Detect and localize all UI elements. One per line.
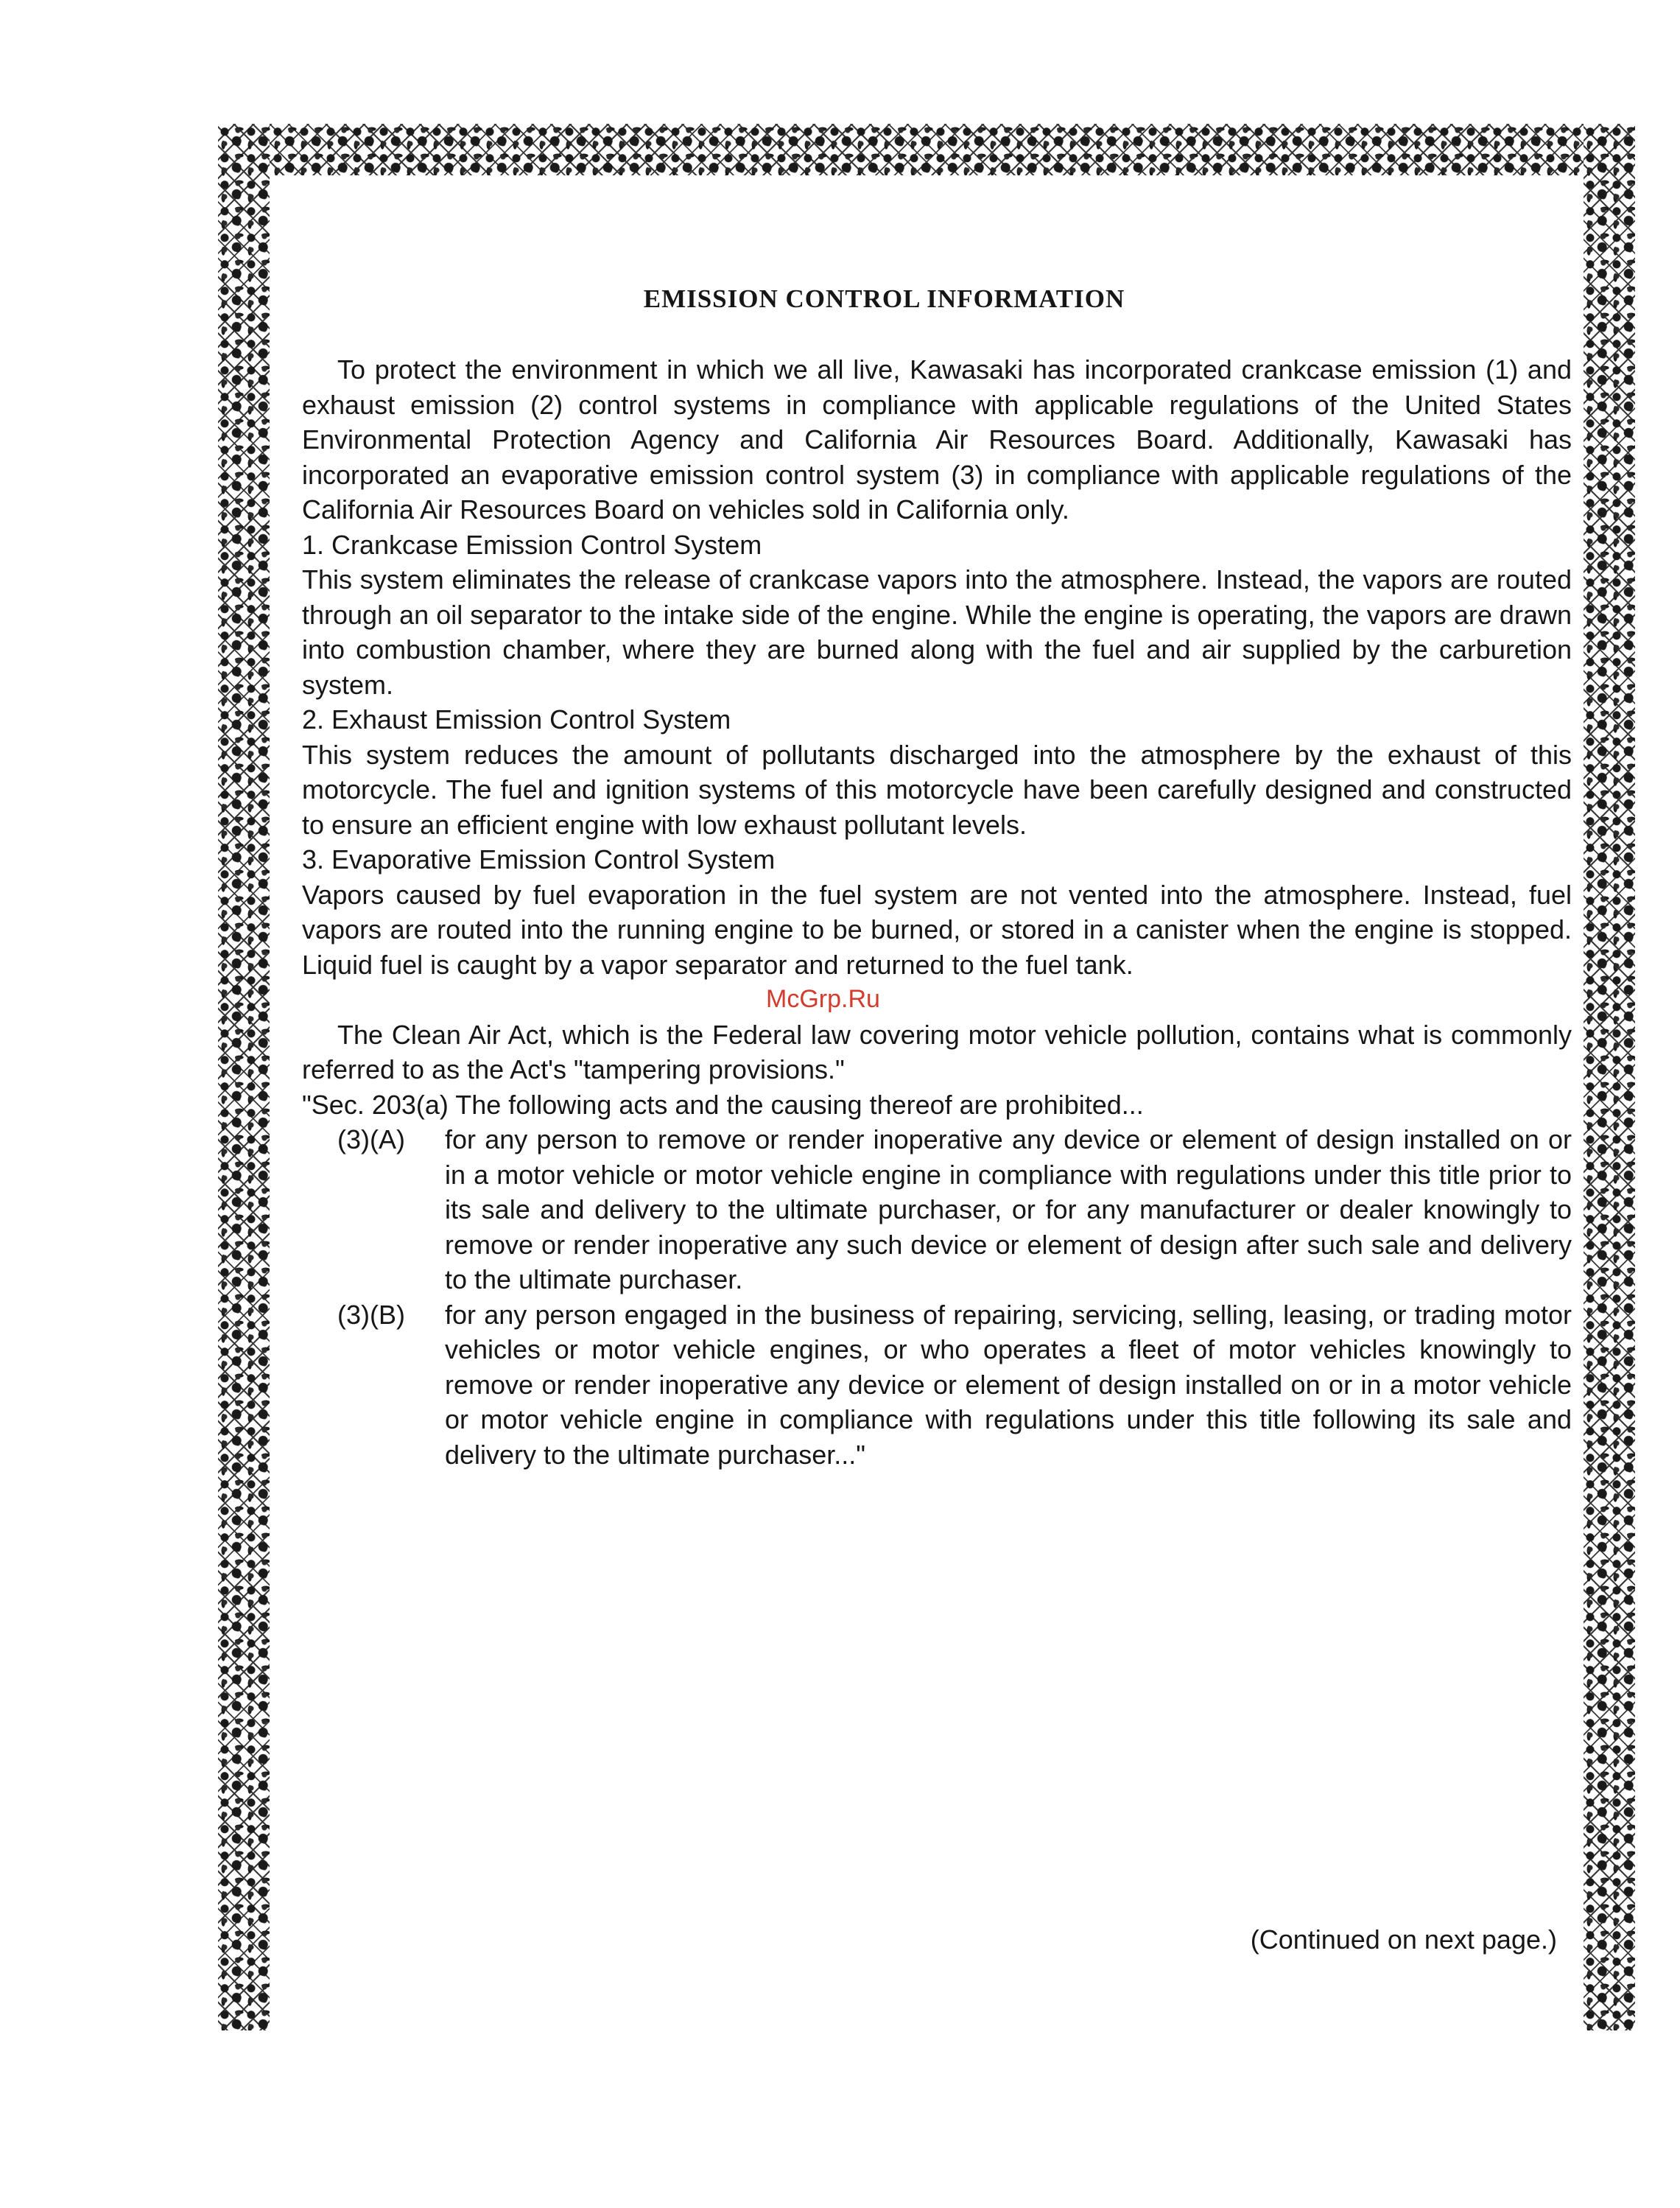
page-title: EMISSION CONTROL INFORMATION [643,284,1125,313]
item-body-evaporative: Vapors caused by fuel evaporation in the fuel system are not vented into the atmosphere. Instead, fuel vapors are routed into the running engine to be burned, or stored in a canister when the engine is stopped. Liquid fuel is caught by a vapor separator and returned to the fuel tank. [302,879,1572,980]
continued-note: (Continued on next page.) [1250,1924,1557,1955]
document-body [302,352,1572,1472]
item-heading-crankcase: 1. Crankcase Emission Control System [302,529,762,560]
intro-paragraph: To protect the environment in which we all live, Kawasaki has incorporated crankcase emission (1) and exhaust emission (2) control systems in compliance with applicable regulations of the United States Environmental Protection Agency and California Air Resources Board. Additionally, Kawasaki has incorporated an evaporative emission control system (3) in compliance with applicable regulations of the California Air Resources Board on vehicles sold in California only. [302,354,1572,525]
item-heading-evaporative: 3. Evaporative Emission Control System [302,844,776,875]
provision-label: (3)(B) [337,1299,405,1330]
decorative-border-right [1584,124,1635,2030]
provision-text: for any person engaged in the business of repairing, servicing, selling, leasing, or trading motor vehicles or motor vehicle engines, or who operates a fleet of motor vehicles knowingly to remove or render inoperative any device or element of design installed on or in a motor vehicle or motor vehicle engine in compliance with regulations under this title following its sale and delivery to the ultimate purchaser..." [445,1299,1572,1470]
provision-3b [337,1297,1572,1473]
decorative-border-left [218,124,270,2030]
item-body-exhaust: This system reduces the amount of pollutants discharged into the atmosphere by the exhaust of this motorcycle. The fuel and ignition systems of this motorcycle have been carefully designed and constructed to ensure an efficient engine with low exhaust pollutant levels. [302,739,1572,840]
section-203-intro: "Sec. 203(a) The following acts and the causing thereof are prohibited... [302,1089,1144,1120]
item-body-crankcase: This system eliminates the release of crankcase vapors into the atmosphere. Instead, the vapors are routed through an oil separator to the intake side of the engine. While the engine is operating, the vapors are drawn into combustion chamber, where they are burned along with the fuel and air supplied by the carburetion system. [302,564,1572,700]
clean-air-act-paragraph: The Clean Air Act, which is the Federal law covering motor vehicle pollution, contains what is commonly referred to as the Act's "tampering provisions." [302,1019,1572,1084]
provision-3a [337,1122,1572,1297]
provision-text: for any person to remove or render inoperative any device or element of design installed on or in a motor vehicle or motor vehicle engine in compliance with regulations under this title prior to its sale and delivery to the ultimate purchaser, or for any manufacturer or dealer knowingly to remove or render inoperative any such device or element of design after such sale and delivery to the ultimate purchaser. [445,1124,1572,1294]
item-heading-exhaust: 2. Exhaust Emission Control System [302,704,731,735]
watermark [302,982,1572,1017]
decorative-border-top [218,124,1635,175]
watermark-text: McGrp.Ru [766,985,880,1013]
provision-label: (3)(A) [337,1124,405,1154]
